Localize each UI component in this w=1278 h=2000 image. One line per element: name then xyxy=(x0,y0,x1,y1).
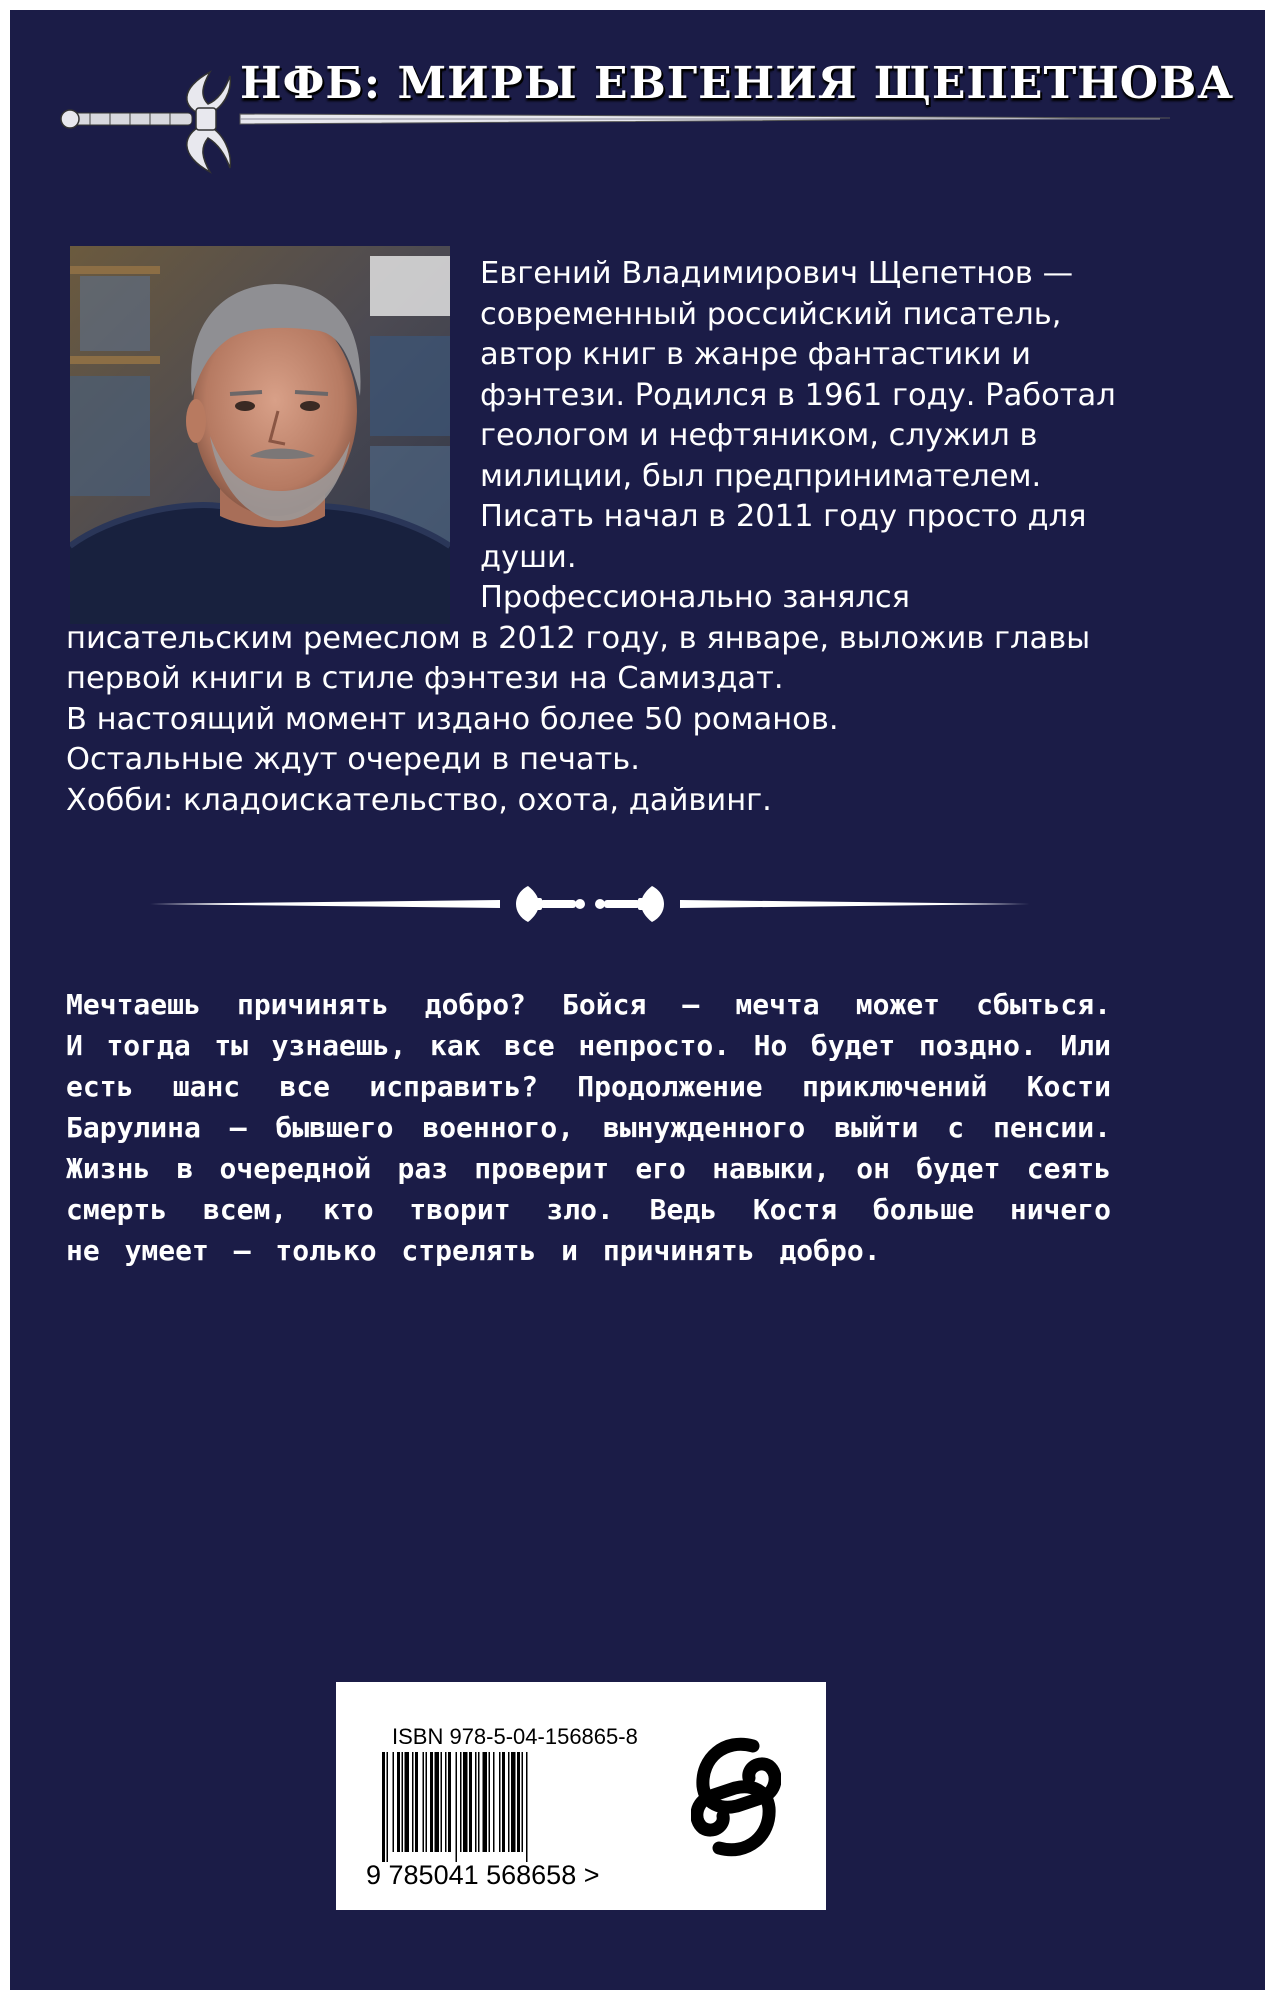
annotation-line: Мечтаешь причинять добро? Бойся – мечта может сбыться. xyxy=(66,988,1111,1021)
annotation-line: Барулина – бывшего военного, вынужденного выйти с пенсии. xyxy=(66,1111,1111,1144)
barcode-bar xyxy=(493,1752,495,1852)
crossed-swords-divider xyxy=(140,878,1040,928)
bio-line: Профессионально занялся xyxy=(480,580,911,615)
barcode-bar xyxy=(499,1752,501,1852)
annotation-line: И тогда ты узнаешь, как все непросто. Но будет поздно. Или xyxy=(66,1029,1111,1062)
bio-line: современный российский писатель, xyxy=(480,296,1062,332)
barcode-bar xyxy=(526,1752,528,1862)
bio-line: Остальные ждут очереди в печать. xyxy=(66,742,640,777)
bio-line: Писать начал в 2011 году просто для xyxy=(480,499,1087,534)
barcode-bar xyxy=(387,1752,389,1862)
barcode-bar xyxy=(456,1752,458,1862)
barcode-bar xyxy=(393,1752,395,1852)
bio-line: геологом и нефтяником, служил в xyxy=(480,418,1038,453)
barcode-bar xyxy=(445,1752,447,1852)
annotation-line: не умеет – только стрелять и причинять добро. xyxy=(66,1234,881,1267)
book-annotation xyxy=(66,984,1111,1271)
barcode-bar xyxy=(382,1752,385,1862)
barcode-digits: 9 785041 568658 > xyxy=(366,1860,600,1890)
back-cover xyxy=(10,10,1265,1990)
barcode-bar xyxy=(478,1752,480,1852)
series-title: НФБ: МИРЫ ЕВГЕНИЯ ЩЕПЕТНОВА xyxy=(240,58,1235,109)
barcode-bar xyxy=(460,1752,462,1852)
bio-line: первой книги в стиле фэнтези на Самиздат. xyxy=(66,661,784,696)
barcode-bar xyxy=(402,1752,404,1852)
barcode-bar xyxy=(522,1752,524,1852)
eksmo-logo-icon xyxy=(691,1732,781,1862)
barcode-bar xyxy=(423,1752,425,1852)
barcode-bar xyxy=(441,1752,443,1852)
barcode-bar xyxy=(483,1752,488,1852)
barcode-bar xyxy=(415,1752,418,1852)
barcode-bar xyxy=(463,1752,468,1852)
barcode-bar xyxy=(517,1752,520,1852)
bio-line: фэнтези. Родился в 1961 году. Работал xyxy=(480,377,1116,413)
barcode-bar xyxy=(511,1752,516,1852)
author-bio xyxy=(66,254,1166,821)
barcode-bar xyxy=(430,1752,433,1852)
annotation-line: есть шанс все исправить? Продолжение приключений Кости xyxy=(66,1070,1111,1103)
barcode-icon xyxy=(380,1752,620,1862)
bio-line: В настоящий момент издано более 50 романов. xyxy=(66,701,839,737)
barcode-bar xyxy=(469,1752,472,1852)
bio-line: души. xyxy=(480,539,577,575)
annotation-line: смерть всем, кто творит зло. Ведь Костя больше ничего xyxy=(66,1193,1111,1226)
bio-line: Евгений Владимирович Щепетнов — xyxy=(480,256,1074,291)
barcode-bar xyxy=(448,1752,451,1852)
bio-line: писательским ремеслом в 2012 году, в январе, выложив главы xyxy=(66,620,1091,656)
barcode-bar xyxy=(508,1752,510,1852)
barcode-bar xyxy=(412,1752,414,1852)
barcode-bar xyxy=(502,1752,505,1852)
barcode-bar xyxy=(475,1752,477,1852)
barcode-bar xyxy=(397,1752,400,1852)
bio-line: автор книг в жанре фантастики и xyxy=(480,337,1031,372)
annotation-line: Жизнь в очередной раз проверит его навыки, он будет сеять xyxy=(66,1152,1111,1185)
bio-line: милиции, был предпринимателем. xyxy=(480,458,1042,494)
isbn-label: ISBN 978-5-04-156865-8 xyxy=(392,1724,638,1749)
barcode-bar xyxy=(426,1752,428,1852)
barcode-bar xyxy=(405,1752,410,1852)
bio-line: Хобби: кладоискательство, охота, дайвинг. xyxy=(66,782,772,818)
barcode-panel xyxy=(336,1682,826,1910)
barcode-bar xyxy=(435,1752,440,1852)
barcode-bar xyxy=(489,1752,491,1852)
